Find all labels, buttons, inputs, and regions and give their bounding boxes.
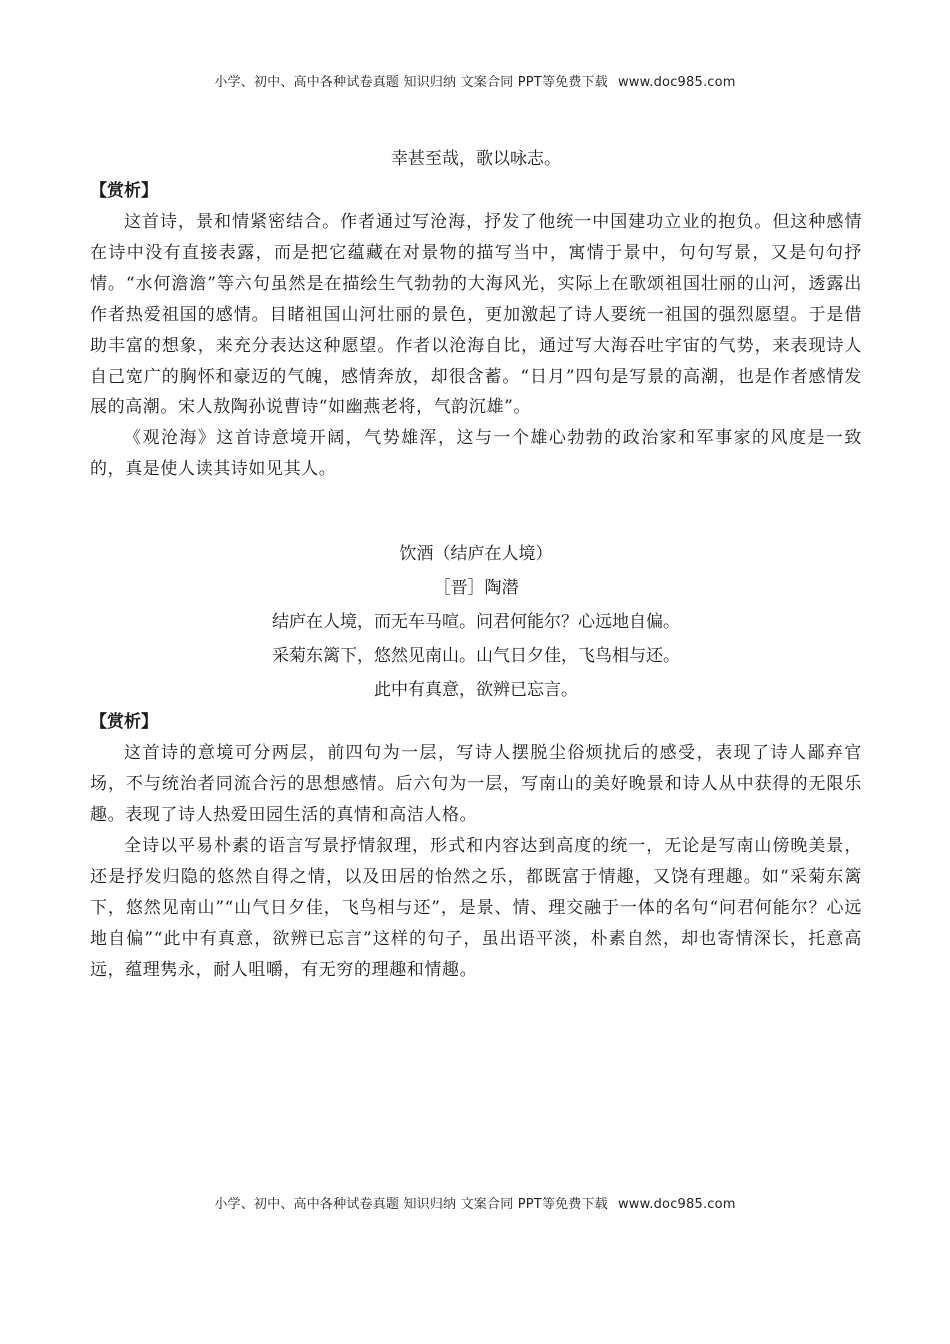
appreciation-heading-1: 【赏析】 — [90, 181, 158, 201]
footer-text: 小学、初中、高中各种试卷真题 知识归纳 文案合同 PPT等免费下载 — [214, 1197, 608, 1212]
appreciation-paragraph-3: 这首诗的意境可分两层，前四句为一层，写诗人摆脱尘俗烦扰后的感受，表现了诗人鄙弃官场，不与统治者同流合污的思想感情。后六句为一层，写南山的美好晚景和诗人从中获得的无限乐趣。表现了诗人热爱田园生活的真情和高洁人格。 — [90, 743, 862, 825]
poem-title: 饮酒（结庐在人境） — [399, 544, 553, 565]
appreciation-paragraph-2: 《观沧海》这首诗意境开阔，气势雄浑，这与一个雄心勃勃的政治家和军事家的风度是一致的，真是使人读其诗如见其人。 — [90, 428, 862, 480]
page-header — [0, 71, 950, 90]
poem-line: 结庐在人境，而无车马喧。问君何能尔？心远地自偏。 — [272, 612, 680, 633]
document-body — [90, 142, 862, 985]
poem-closing-line: 幸甚至哉，歌以咏志。 — [391, 149, 561, 169]
appreciation-paragraph-4: 全诗以平易朴素的语言写景抒情叙理，形式和内容达到高度的统一，无论是写南山傍晚美景，还是抒发归隐的悠然自得之情，以及田居的怡然之乐，都既富于情趣，又饶有理趣。如“采菊东篱下，悠然见南山”“山气日夕佳，飞鸟相与还”，是景、情、理交融于一体的名句“问君何能尔？心远地自偏”“此中有真意，欲辨已忘言”这样的句子，虽出语平淡，朴素自然，却也寄情深长，托意高远，蕴理隽永，耐人咀嚼，有无穷的理趣和情趣。 — [90, 835, 862, 980]
poem-line: 采菊东篱下，悠然见南山。山气日夕佳，飞鸟相与还。 — [272, 646, 680, 667]
appreciation-paragraph-1: 这首诗，景和情紧密结合。作者通过写沧海，抒发了他统一中国建功立业的抱负。但这种感情在诗中没有直接表露，而是把它蕴藏在对景物的描写当中，寓情于景中，句句写景，又是句句抒情。“水何澹澹”等六句虽然是在描绘生气勃勃的大海风光，实际上在歌颂祖国壮丽的山河，透露出作者热爱祖国的感情。目睹祖国山河壮丽的景色，更加激起了诗人要统一祖国的强烈愿望。于是借助丰富的想象，来充分表达这种愿望。作者以沧海自比，通过写大海吞吐宇宙的气势，来表现诗人自己宽广的胸怀和豪迈的气魄，感情奔放，却很含蓄。“日月”四句是写景的高潮，也是作者感情发展的高潮。宋人敖陶孙说曹诗“如幽燕老将，气韵沉雄”。 — [90, 212, 862, 418]
header-site-link[interactable]: www.doc985.com — [617, 75, 736, 90]
header-text: 小学、初中、高中各种试卷真题 知识归纳 文案合同 PPT等免费下载 — [214, 75, 608, 90]
poem-line: 此中有真意，欲辨已忘言。 — [374, 680, 578, 701]
section-gap — [90, 485, 862, 537]
page-footer — [0, 1193, 950, 1212]
appreciation-heading-2: 【赏析】 — [90, 712, 158, 733]
poem-author: ［晋］陶潜 — [433, 578, 519, 599]
footer-site-link[interactable]: www.doc985.com — [617, 1197, 736, 1212]
